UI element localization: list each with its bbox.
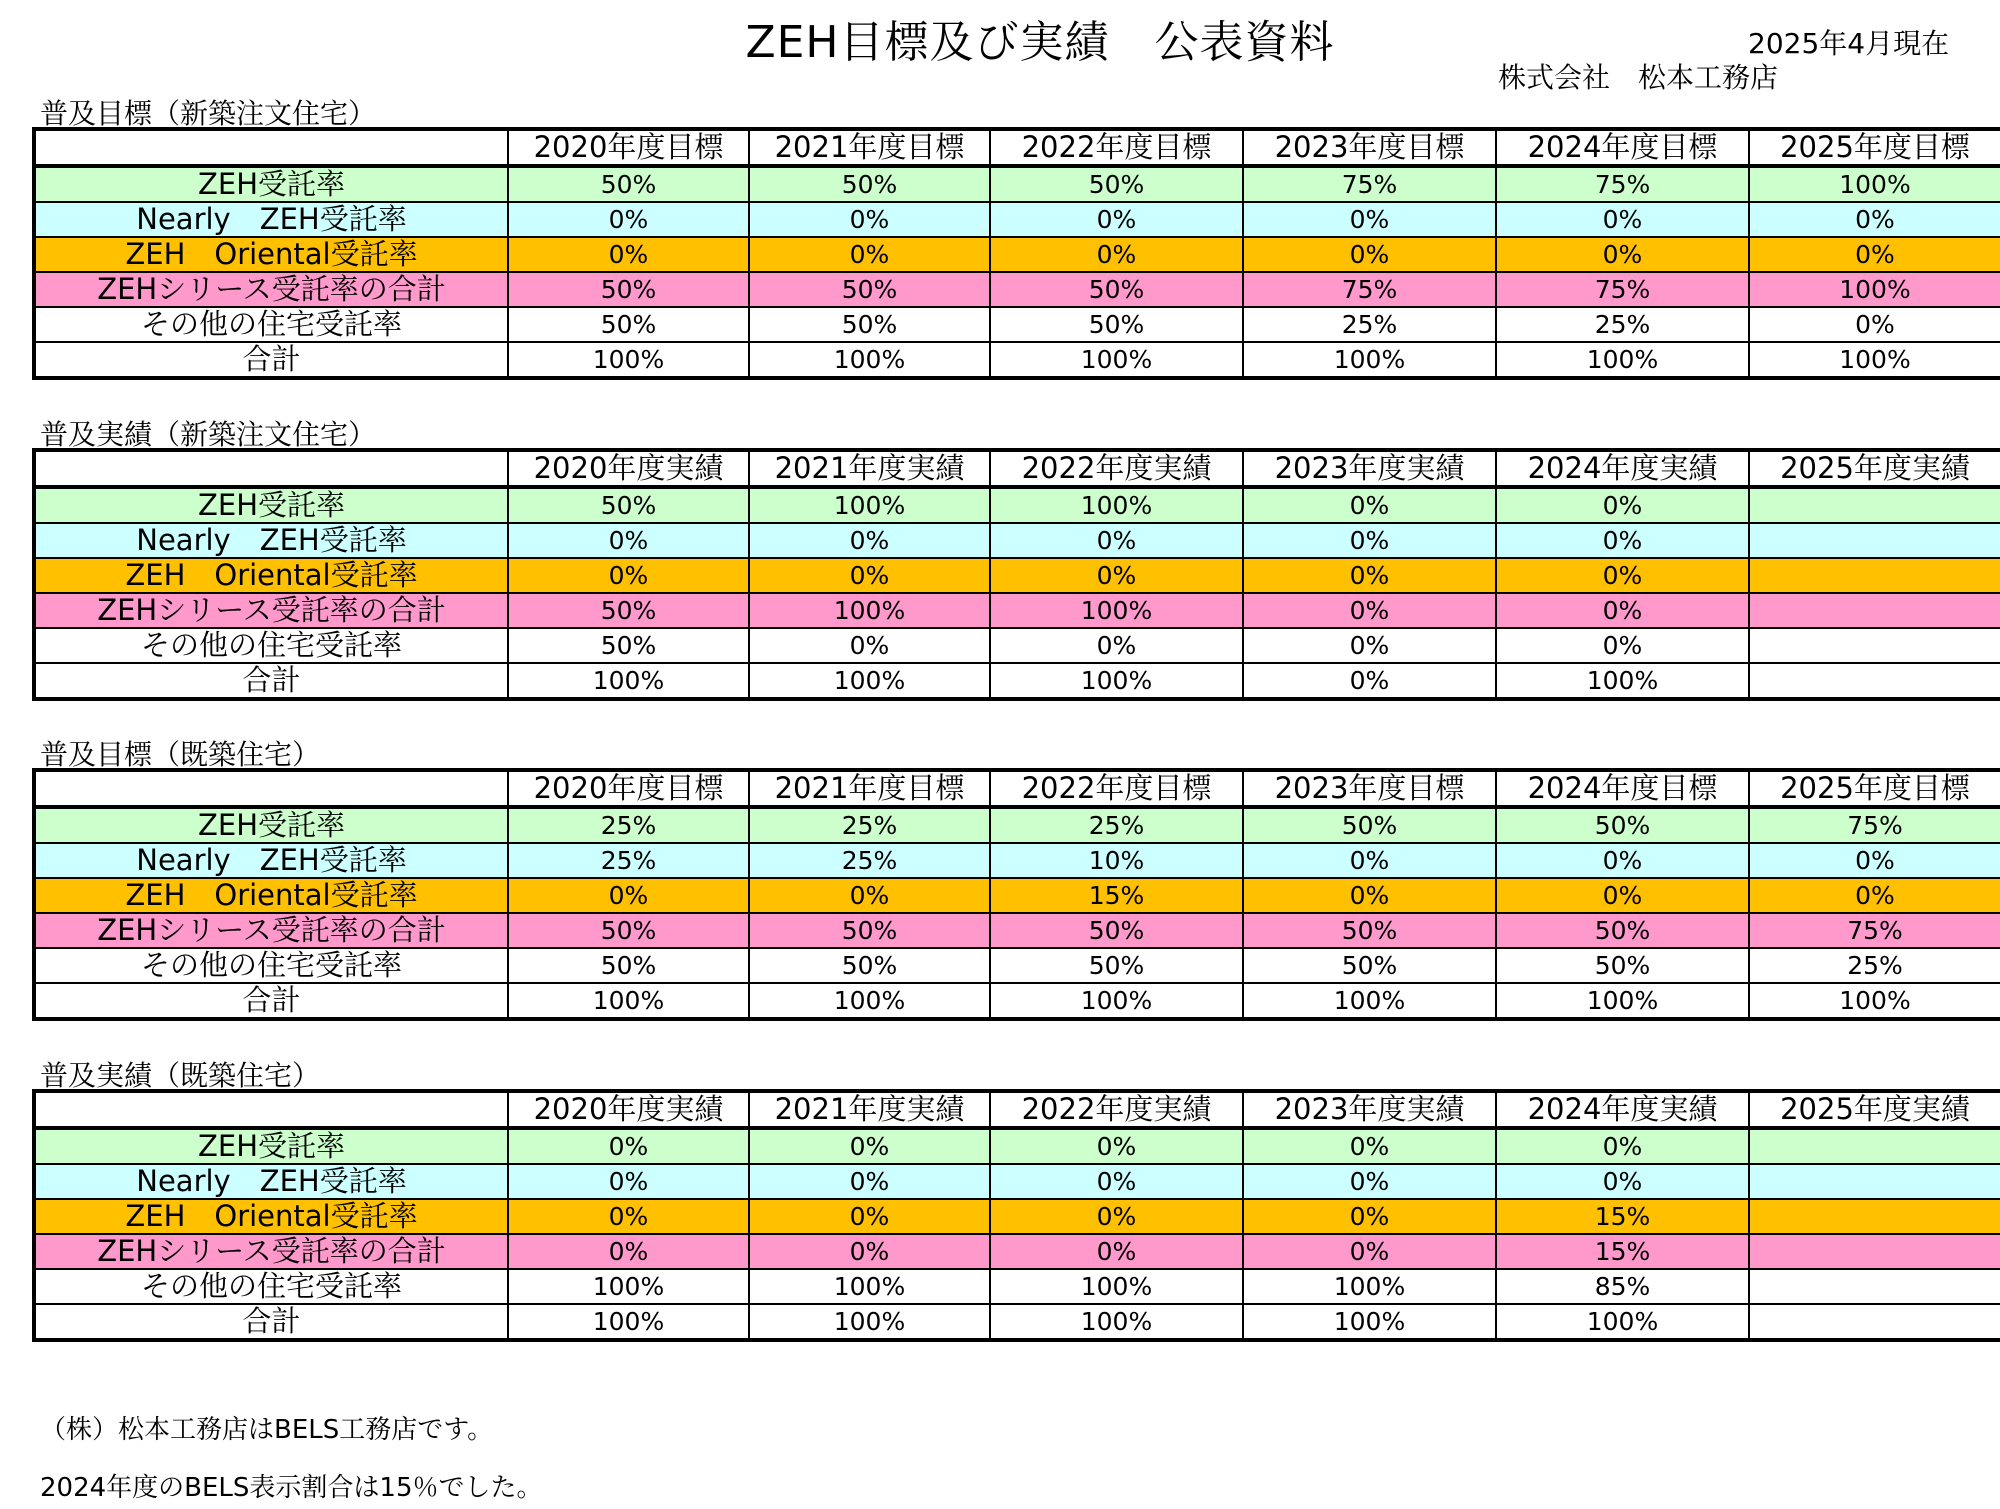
value-cell xyxy=(1749,523,2000,558)
value-cell: 100% xyxy=(990,663,1243,699)
table-row-other-housing-rate xyxy=(34,628,2000,663)
value-cell: 100% xyxy=(749,1269,990,1304)
value-cell: 100% xyxy=(1243,342,1496,378)
value-cell: 100% xyxy=(749,983,990,1019)
value-cell: 0% xyxy=(1496,487,1749,523)
table-row-total xyxy=(34,1304,2000,1340)
value-cell xyxy=(1749,487,2000,523)
company-name: 株式会社 松本工務店 xyxy=(1498,61,1779,94)
section-label: 普及目標（新築注文住宅） xyxy=(40,97,377,130)
row-label-cell: ZEH Oriental受託率 xyxy=(34,558,508,593)
value-cell: 75% xyxy=(1749,913,2000,948)
value-cell: 0% xyxy=(990,1128,1243,1164)
value-cell: 100% xyxy=(1749,272,2000,307)
value-cell: 0% xyxy=(990,237,1243,272)
year-header-cell: 2020年度実績 xyxy=(508,1091,749,1128)
note-bels-builder: （株）松本工務店はBELS工務店です。 xyxy=(40,1415,494,1445)
year-header-cell: 2021年度目標 xyxy=(749,129,990,166)
year-header-cell: 2022年度目標 xyxy=(990,129,1243,166)
value-cell: 0% xyxy=(990,1199,1243,1234)
table-header-row xyxy=(34,450,2000,487)
value-cell: 0% xyxy=(508,523,749,558)
row-label-cell: 合計 xyxy=(34,663,508,699)
table-row-total xyxy=(34,663,2000,699)
year-header-cell: 2024年度目標 xyxy=(1496,770,1749,807)
header-corner-cell xyxy=(34,129,508,166)
value-cell: 50% xyxy=(508,487,749,523)
value-cell: 0% xyxy=(990,558,1243,593)
value-cell: 25% xyxy=(508,807,749,843)
year-header-cell: 2025年度実績 xyxy=(1749,1091,2000,1128)
zeh-table xyxy=(32,768,2000,1021)
row-label-cell: ZEH Oriental受託率 xyxy=(34,237,508,272)
value-cell: 0% xyxy=(1243,1164,1496,1199)
year-header-cell: 2024年度目標 xyxy=(1496,129,1749,166)
value-cell: 0% xyxy=(1243,878,1496,913)
value-cell: 0% xyxy=(1243,523,1496,558)
row-label-cell: ZEH Oriental受託率 xyxy=(34,878,508,913)
value-cell xyxy=(1749,1199,2000,1234)
table-row-zeh-oriental-rate xyxy=(34,1199,2000,1234)
value-cell xyxy=(1749,558,2000,593)
note-bels-ratio: 2024年度のBELS表示割合は15％でした。 xyxy=(40,1473,543,1503)
value-cell: 100% xyxy=(1496,663,1749,699)
value-cell: 75% xyxy=(1749,807,2000,843)
value-cell: 100% xyxy=(508,1304,749,1340)
value-cell: 25% xyxy=(749,843,990,878)
value-cell: 0% xyxy=(1496,1164,1749,1199)
value-cell: 0% xyxy=(508,1234,749,1269)
value-cell: 50% xyxy=(508,948,749,983)
row-label-cell: Nearly ZEH受託率 xyxy=(34,1164,508,1199)
value-cell: 0% xyxy=(508,558,749,593)
value-cell: 50% xyxy=(508,166,749,202)
value-cell: 0% xyxy=(1243,1199,1496,1234)
value-cell: 100% xyxy=(990,1304,1243,1340)
row-label-cell: ZEH Oriental受託率 xyxy=(34,1199,508,1234)
value-cell: 0% xyxy=(1749,843,2000,878)
row-label-cell: Nearly ZEH受託率 xyxy=(34,843,508,878)
value-cell xyxy=(1749,1234,2000,1269)
value-cell: 0% xyxy=(749,1199,990,1234)
year-header-cell: 2020年度目標 xyxy=(508,770,749,807)
value-cell: 75% xyxy=(1496,272,1749,307)
value-cell: 0% xyxy=(1749,878,2000,913)
year-header-cell: 2025年度目標 xyxy=(1749,129,2000,166)
table-row-zeh-series-total xyxy=(34,272,2000,307)
row-label-cell: ZEHシリース受託率の合計 xyxy=(34,1234,508,1269)
value-cell: 50% xyxy=(1243,807,1496,843)
value-cell: 0% xyxy=(508,1164,749,1199)
row-label-cell: ZEHシリース受託率の合計 xyxy=(34,593,508,628)
value-cell xyxy=(1749,663,2000,699)
zeh-table xyxy=(32,448,2000,701)
value-cell: 50% xyxy=(749,913,990,948)
row-label-cell: Nearly ZEH受託率 xyxy=(34,523,508,558)
value-cell: 100% xyxy=(749,342,990,378)
value-cell: 0% xyxy=(1749,202,2000,237)
value-cell xyxy=(1749,1128,2000,1164)
value-cell: 0% xyxy=(1496,843,1749,878)
value-cell: 0% xyxy=(1496,202,1749,237)
table-row-other-housing-rate xyxy=(34,1269,2000,1304)
value-cell: 25% xyxy=(990,807,1243,843)
value-cell: 100% xyxy=(508,663,749,699)
table-row-zeh-oriental-rate xyxy=(34,558,2000,593)
year-header-cell: 2020年度実績 xyxy=(508,450,749,487)
row-label-cell: 合計 xyxy=(34,1304,508,1340)
value-cell xyxy=(1749,593,2000,628)
row-label-cell: 合計 xyxy=(34,983,508,1019)
row-label-cell: ZEH受託率 xyxy=(34,807,508,843)
header-corner-cell xyxy=(34,1091,508,1128)
table-row-zeh-rate xyxy=(34,1128,2000,1164)
table-row-other-housing-rate xyxy=(34,948,2000,983)
value-cell: 0% xyxy=(990,202,1243,237)
value-cell: 0% xyxy=(1243,843,1496,878)
table-row-zeh-series-total xyxy=(34,913,2000,948)
value-cell: 50% xyxy=(1243,948,1496,983)
row-label-cell: Nearly ZEH受託率 xyxy=(34,202,508,237)
table-row-zeh-rate xyxy=(34,807,2000,843)
section-label: 普及実績（新築注文住宅） xyxy=(40,418,377,451)
value-cell: 100% xyxy=(990,1269,1243,1304)
header-corner-cell xyxy=(34,450,508,487)
value-cell: 100% xyxy=(1243,1269,1496,1304)
value-cell: 100% xyxy=(749,663,990,699)
report-date: 2025年4月現在 xyxy=(1748,27,1950,60)
value-cell: 75% xyxy=(1243,272,1496,307)
value-cell: 0% xyxy=(1496,558,1749,593)
value-cell: 0% xyxy=(508,237,749,272)
year-header-cell: 2024年度実績 xyxy=(1496,1091,1749,1128)
value-cell: 100% xyxy=(990,983,1243,1019)
value-cell: 100% xyxy=(1496,342,1749,378)
value-cell: 50% xyxy=(749,948,990,983)
table-row-nearly-zeh-rate xyxy=(34,843,2000,878)
value-cell: 0% xyxy=(1496,523,1749,558)
value-cell: 15% xyxy=(1496,1199,1749,1234)
value-cell: 100% xyxy=(1749,342,2000,378)
value-cell: 25% xyxy=(1749,948,2000,983)
year-header-cell: 2025年度目標 xyxy=(1749,770,2000,807)
table-row-total xyxy=(34,342,2000,378)
value-cell: 50% xyxy=(508,913,749,948)
year-header-cell: 2020年度目標 xyxy=(508,129,749,166)
table-row-zeh-series-total xyxy=(34,593,2000,628)
value-cell: 100% xyxy=(1749,983,2000,1019)
value-cell: 100% xyxy=(990,342,1243,378)
value-cell: 0% xyxy=(749,1234,990,1269)
value-cell: 15% xyxy=(1496,1234,1749,1269)
section-label: 普及実績（既築住宅） xyxy=(40,1059,321,1092)
row-label-cell: その他の住宅受託率 xyxy=(34,628,508,663)
row-label-cell: その他の住宅受託率 xyxy=(34,1269,508,1304)
year-header-cell: 2022年度実績 xyxy=(990,450,1243,487)
value-cell: 100% xyxy=(749,593,990,628)
value-cell: 100% xyxy=(508,983,749,1019)
row-label-cell: その他の住宅受託率 xyxy=(34,307,508,342)
value-cell: 0% xyxy=(990,1234,1243,1269)
value-cell: 0% xyxy=(1496,1128,1749,1164)
value-cell: 25% xyxy=(749,807,990,843)
value-cell: 0% xyxy=(1243,593,1496,628)
value-cell: 100% xyxy=(1496,1304,1749,1340)
row-label-cell: ZEH受託率 xyxy=(34,1128,508,1164)
year-header-cell: 2022年度実績 xyxy=(990,1091,1243,1128)
year-header-cell: 2021年度目標 xyxy=(749,770,990,807)
row-label-cell: ZEHシリース受託率の合計 xyxy=(34,272,508,307)
table-row-zeh-series-total xyxy=(34,1234,2000,1269)
value-cell: 0% xyxy=(990,628,1243,663)
value-cell: 0% xyxy=(508,878,749,913)
value-cell: 0% xyxy=(1496,593,1749,628)
value-cell: 10% xyxy=(990,843,1243,878)
value-cell: 0% xyxy=(749,878,990,913)
value-cell: 50% xyxy=(1243,913,1496,948)
year-header-cell: 2025年度実績 xyxy=(1749,450,2000,487)
value-cell: 0% xyxy=(508,1199,749,1234)
value-cell: 50% xyxy=(749,166,990,202)
year-header-cell: 2022年度目標 xyxy=(990,770,1243,807)
value-cell: 0% xyxy=(749,558,990,593)
value-cell: 0% xyxy=(1496,878,1749,913)
value-cell: 50% xyxy=(1496,913,1749,948)
table-row-nearly-zeh-rate xyxy=(34,202,2000,237)
table-row-zeh-oriental-rate xyxy=(34,878,2000,913)
value-cell: 50% xyxy=(749,307,990,342)
year-header-cell: 2023年度目標 xyxy=(1243,770,1496,807)
table-row-zeh-rate xyxy=(34,166,2000,202)
value-cell: 0% xyxy=(990,1164,1243,1199)
value-cell xyxy=(1749,1304,2000,1340)
zeh-table xyxy=(32,127,2000,380)
value-cell: 0% xyxy=(1243,202,1496,237)
value-cell: 25% xyxy=(1243,307,1496,342)
value-cell: 0% xyxy=(1243,558,1496,593)
value-cell xyxy=(1749,1164,2000,1199)
value-cell: 100% xyxy=(1749,166,2000,202)
value-cell: 75% xyxy=(1496,166,1749,202)
value-cell: 100% xyxy=(508,342,749,378)
value-cell: 75% xyxy=(1243,166,1496,202)
value-cell: 100% xyxy=(1243,983,1496,1019)
value-cell: 50% xyxy=(990,913,1243,948)
value-cell xyxy=(1749,628,2000,663)
value-cell: 0% xyxy=(1243,237,1496,272)
value-cell: 100% xyxy=(1243,1304,1496,1340)
value-cell: 100% xyxy=(990,593,1243,628)
row-label-cell: 合計 xyxy=(34,342,508,378)
value-cell: 0% xyxy=(1496,237,1749,272)
value-cell: 0% xyxy=(508,1128,749,1164)
row-label-cell: ZEHシリース受託率の合計 xyxy=(34,913,508,948)
value-cell: 50% xyxy=(508,272,749,307)
value-cell: 0% xyxy=(749,202,990,237)
value-cell: 100% xyxy=(749,487,990,523)
value-cell: 0% xyxy=(749,1164,990,1199)
value-cell: 50% xyxy=(990,272,1243,307)
value-cell xyxy=(1749,1269,2000,1304)
year-header-cell: 2021年度実績 xyxy=(749,450,990,487)
value-cell: 0% xyxy=(1749,237,2000,272)
value-cell: 0% xyxy=(990,523,1243,558)
table-header-row xyxy=(34,1091,2000,1128)
table-row-zeh-rate xyxy=(34,487,2000,523)
value-cell: 0% xyxy=(749,523,990,558)
year-header-cell: 2023年度実績 xyxy=(1243,1091,1496,1128)
value-cell: 0% xyxy=(1243,487,1496,523)
year-header-cell: 2023年度目標 xyxy=(1243,129,1496,166)
value-cell: 100% xyxy=(508,1269,749,1304)
value-cell: 50% xyxy=(1496,807,1749,843)
value-cell: 0% xyxy=(749,628,990,663)
zeh-table xyxy=(32,1089,2000,1342)
section-label: 普及目標（既築住宅） xyxy=(40,738,321,771)
value-cell: 50% xyxy=(508,307,749,342)
value-cell: 25% xyxy=(508,843,749,878)
value-cell: 25% xyxy=(1496,307,1749,342)
value-cell: 0% xyxy=(1243,1128,1496,1164)
row-label-cell: その他の住宅受託率 xyxy=(34,948,508,983)
value-cell: 0% xyxy=(1243,1234,1496,1269)
value-cell: 50% xyxy=(508,628,749,663)
row-label-cell: ZEH受託率 xyxy=(34,487,508,523)
value-cell: 50% xyxy=(508,593,749,628)
value-cell: 0% xyxy=(749,1128,990,1164)
table-row-total xyxy=(34,983,2000,1019)
value-cell: 0% xyxy=(1749,307,2000,342)
table-row-zeh-oriental-rate xyxy=(34,237,2000,272)
value-cell: 100% xyxy=(990,487,1243,523)
value-cell: 0% xyxy=(1243,628,1496,663)
table-header-row xyxy=(34,129,2000,166)
value-cell: 50% xyxy=(990,166,1243,202)
value-cell: 0% xyxy=(508,202,749,237)
value-cell: 50% xyxy=(990,948,1243,983)
table-row-nearly-zeh-rate xyxy=(34,523,2000,558)
value-cell: 100% xyxy=(1496,983,1749,1019)
table-row-nearly-zeh-rate xyxy=(34,1164,2000,1199)
year-header-cell: 2024年度実績 xyxy=(1496,450,1749,487)
value-cell: 50% xyxy=(990,307,1243,342)
value-cell: 15% xyxy=(990,878,1243,913)
year-header-cell: 2021年度実績 xyxy=(749,1091,990,1128)
value-cell: 85% xyxy=(1496,1269,1749,1304)
value-cell: 0% xyxy=(749,237,990,272)
value-cell: 50% xyxy=(749,272,990,307)
value-cell: 50% xyxy=(1496,948,1749,983)
header-corner-cell xyxy=(34,770,508,807)
page-title: ZEH目標及び実績 公表資料 xyxy=(745,17,1335,68)
table-row-other-housing-rate xyxy=(34,307,2000,342)
value-cell: 0% xyxy=(1496,628,1749,663)
row-label-cell: ZEH受託率 xyxy=(34,166,508,202)
year-header-cell: 2023年度実績 xyxy=(1243,450,1496,487)
table-header-row xyxy=(34,770,2000,807)
value-cell: 100% xyxy=(749,1304,990,1340)
value-cell: 0% xyxy=(1243,663,1496,699)
